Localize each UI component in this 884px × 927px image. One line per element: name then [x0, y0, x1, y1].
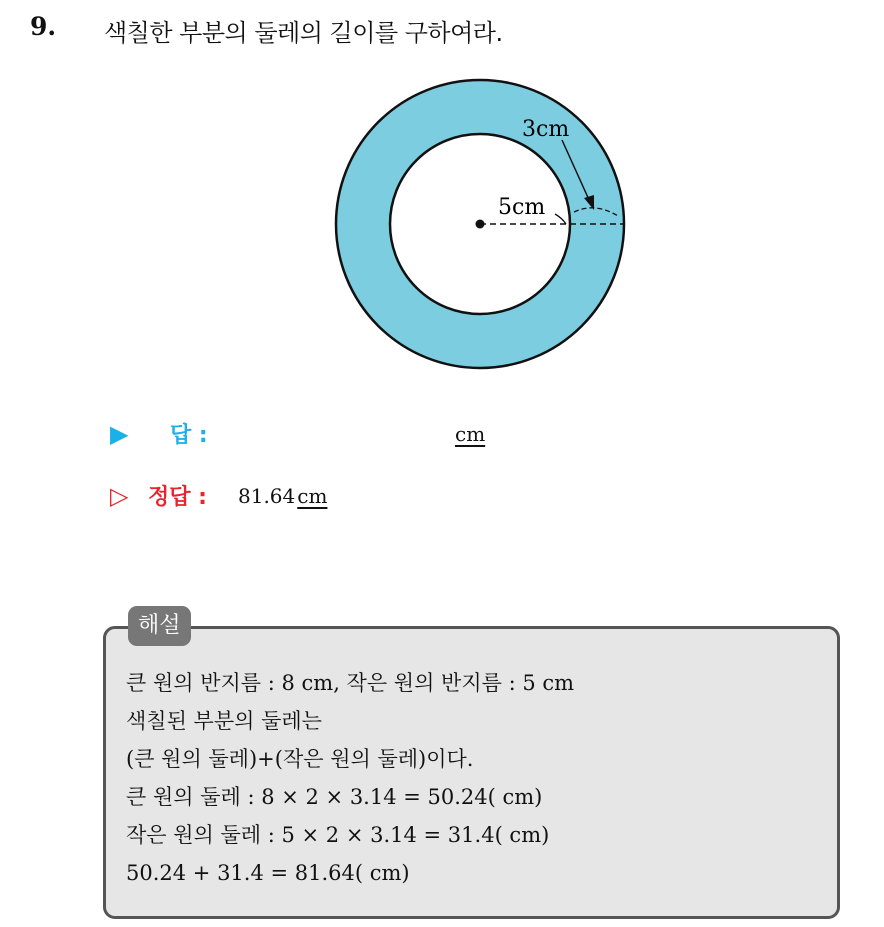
question-text: 색칠한 부분의 둘레의 길이를 구하여라. — [104, 19, 503, 47]
inner-radius-label: 5cm — [498, 195, 546, 220]
outer-width-label: 3cm — [522, 117, 570, 142]
explanation-line-2: 색칠된 부분의 둘레는 — [126, 709, 322, 733]
right-triangle-filled-icon: ▶ — [110, 420, 129, 448]
correct-answer — [238, 484, 327, 508]
question-number: 9. — [30, 12, 57, 41]
explanation-lines — [126, 664, 574, 892]
annulus-figure — [330, 74, 630, 374]
correct-answer-value: 81.64 — [238, 484, 296, 508]
explanation-line-5: 작은 원의 둘레 : 5 × 2 × 3.14 = 31.4( cm) — [126, 823, 550, 847]
explanation-tab: 해설 — [128, 606, 191, 646]
correct-answer-label: 정답 : — [148, 485, 207, 510]
explanation-line-1: 큰 원의 반지름 : 8 cm, 작은 원의 반지름 : 5 cm — [126, 671, 575, 695]
answer-label: 답 : — [170, 423, 208, 448]
explanation-line-3: (큰 원의 둘레)+(작은 원의 둘레)이다. — [126, 747, 474, 771]
right-triangle-outline-icon: ▷ — [110, 482, 129, 510]
explanation-line-4: 큰 원의 둘레 : 8 × 2 × 3.14 = 50.24( cm) — [126, 785, 543, 809]
correct-answer-unit: cm — [297, 484, 328, 508]
answer-unit: cm — [455, 422, 486, 446]
explanation-line-6: 50.24 + 31.4 = 81.64( cm) — [126, 861, 410, 885]
